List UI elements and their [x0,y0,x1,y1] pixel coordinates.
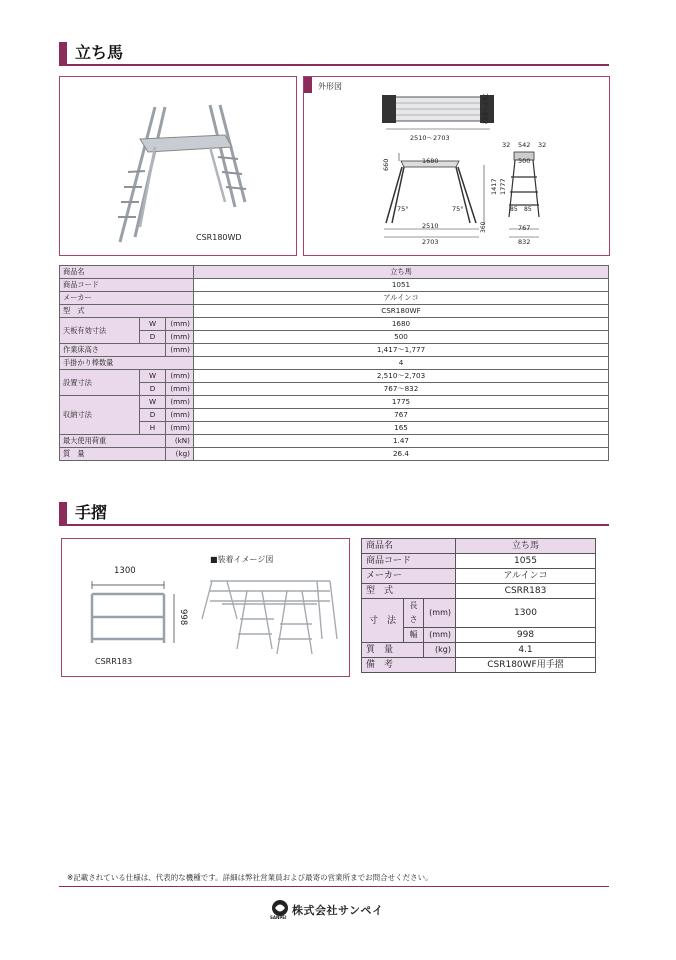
row-label: 商品名 [362,539,456,554]
row-label: 寸 法 [362,599,404,643]
row-sub: 幅 [404,628,424,643]
dim-side-85a: 85 [510,206,518,213]
dim-side-32a: 32 [502,141,511,149]
row-label: 備 考 [362,658,456,673]
dim-handrail-height: 998 [178,609,188,626]
row-label: メーカー [60,292,194,305]
table-row [60,409,609,422]
row-unit: (kN) [166,435,194,448]
table-row [362,569,596,584]
table-row [60,448,609,461]
table-row [60,279,609,292]
row-value: CSRR183 [456,584,596,599]
row-label: 商品コード [60,279,194,292]
row-label: 最大使用荷重 [60,435,166,448]
row-unit: (mm) [166,370,194,383]
stand-illustration [60,77,296,255]
table-row [60,266,609,279]
row-label: 型 式 [60,305,194,318]
row-unit: (kg) [166,448,194,461]
dim-front-width: 1680 [422,157,439,165]
row-value: 1,417～1,777 [194,344,609,357]
row-value: CSR180WF用手摺 [456,658,596,673]
table-row [60,305,609,318]
section-title: 立ち馬 [75,43,124,62]
brand-small: SANPEI [270,915,287,920]
spec-table-handrail [361,538,596,673]
row-sub: 長さ [404,599,424,628]
row-label: 質 量 [60,448,166,461]
section-header-stand [59,42,609,66]
dim-front-1417: 1417 [490,178,498,195]
row-unit: (mm) [166,331,194,344]
dim-front-660: 660 [382,158,390,171]
company-name: 株式会社サンペイ [292,904,384,917]
row-label: 商品コード [362,554,456,569]
table-row [60,383,609,396]
row-unit: (mm) [166,396,194,409]
row-unit: (kg) [424,643,456,658]
table-row [60,318,609,331]
row-value: アルインコ [456,569,596,584]
dim-top-depth: 767～832 [481,93,489,125]
row-value: 4.1 [456,643,596,658]
row-value: 998 [456,628,596,643]
dim-side-85b: 85 [524,206,532,213]
row-sub: W [140,370,166,383]
row-value: 767 [194,409,609,422]
row-label: 型 式 [362,584,456,599]
section-marker [59,502,67,524]
photo-caption: CSRR183 [95,657,133,666]
row-label: 収納寸法 [60,396,140,435]
row-value: 26.4 [194,448,609,461]
row-unit: (mm) [424,599,456,628]
section-marker [59,42,67,64]
footer-divider [59,886,609,887]
table-row [60,422,609,435]
dim-side-832: 832 [518,238,531,246]
image-label: ■装着イメージ図 [210,555,274,564]
outline-drawing-box [303,76,610,256]
row-sub: W [140,396,166,409]
table-row [60,370,609,383]
row-value: 1680 [194,318,609,331]
row-label: メーカー [362,569,456,584]
row-value: 1.47 [194,435,609,448]
table-row [362,643,596,658]
row-value: 1300 [456,599,596,628]
dim-front-2510: 2510 [422,222,439,230]
row-sub: D [140,331,166,344]
drawing-label: 外形図 [318,82,342,91]
product-photo-box [59,76,297,256]
section-header-handrail [59,502,609,526]
row-value: CSR180WF [194,305,609,318]
row-value: 立ち馬 [194,266,609,279]
table-row [362,554,596,569]
table-row [362,584,596,599]
table-row [60,331,609,344]
section-title: 手摺 [75,503,108,522]
row-label: 設置寸法 [60,370,140,396]
row-value: 1775 [194,396,609,409]
footer-note: ※記載されている仕様は、代表的な機種です。詳細は弊社営業員および最寄の営業所までお問合せください。 [67,873,433,882]
row-value: 767～832 [194,383,609,396]
row-value: 165 [194,422,609,435]
row-label: 質 量 [362,643,424,658]
handrail-drawing [62,539,349,676]
row-label: 天板有効寸法 [60,318,140,344]
dim-side-32b: 32 [538,141,547,149]
angle-left: 75° [397,205,409,213]
row-value: 1055 [456,554,596,569]
row-value: 500 [194,331,609,344]
dim-foot: 360 [480,221,487,233]
row-unit: (mm) [166,383,194,396]
row-label: 作業床高さ [60,344,166,357]
outline-drawing [304,77,609,255]
photo-caption: CSR180WD [196,233,242,242]
row-value: 1051 [194,279,609,292]
dim-top-width: 2510～2703 [410,134,450,142]
table-row [60,357,609,370]
row-unit: (mm) [166,344,194,357]
row-sub: D [140,409,166,422]
table-row [362,599,596,628]
handrail-photo-box [61,538,350,677]
dim-front-1777: 1777 [499,178,507,195]
row-value: 立ち馬 [456,539,596,554]
dim-side-542: 542 [518,141,531,149]
row-unit: (mm) [166,422,194,435]
row-value: 4 [194,357,609,370]
table-row [60,344,609,357]
dim-front-2703: 2703 [422,238,439,246]
row-value: アルインコ [194,292,609,305]
spec-table-stand [59,265,609,461]
table-row [60,292,609,305]
row-unit: (mm) [166,318,194,331]
angle-right: 75° [452,205,464,213]
row-sub: D [140,383,166,396]
table-row [362,539,596,554]
row-label: 手掛かり棒数量 [60,357,194,370]
dim-side-500: 500 [518,157,531,165]
table-row [60,396,609,409]
row-label: 商品名 [60,266,194,279]
table-row [60,435,609,448]
table-row [362,658,596,673]
dim-handrail-width: 1300 [114,566,136,576]
row-unit: (mm) [166,409,194,422]
row-sub: H [140,422,166,435]
row-sub: W [140,318,166,331]
row-unit: (mm) [424,628,456,643]
dim-side-767: 767 [518,224,531,232]
row-value: 2,510～2,703 [194,370,609,383]
company-logo [270,898,410,920]
